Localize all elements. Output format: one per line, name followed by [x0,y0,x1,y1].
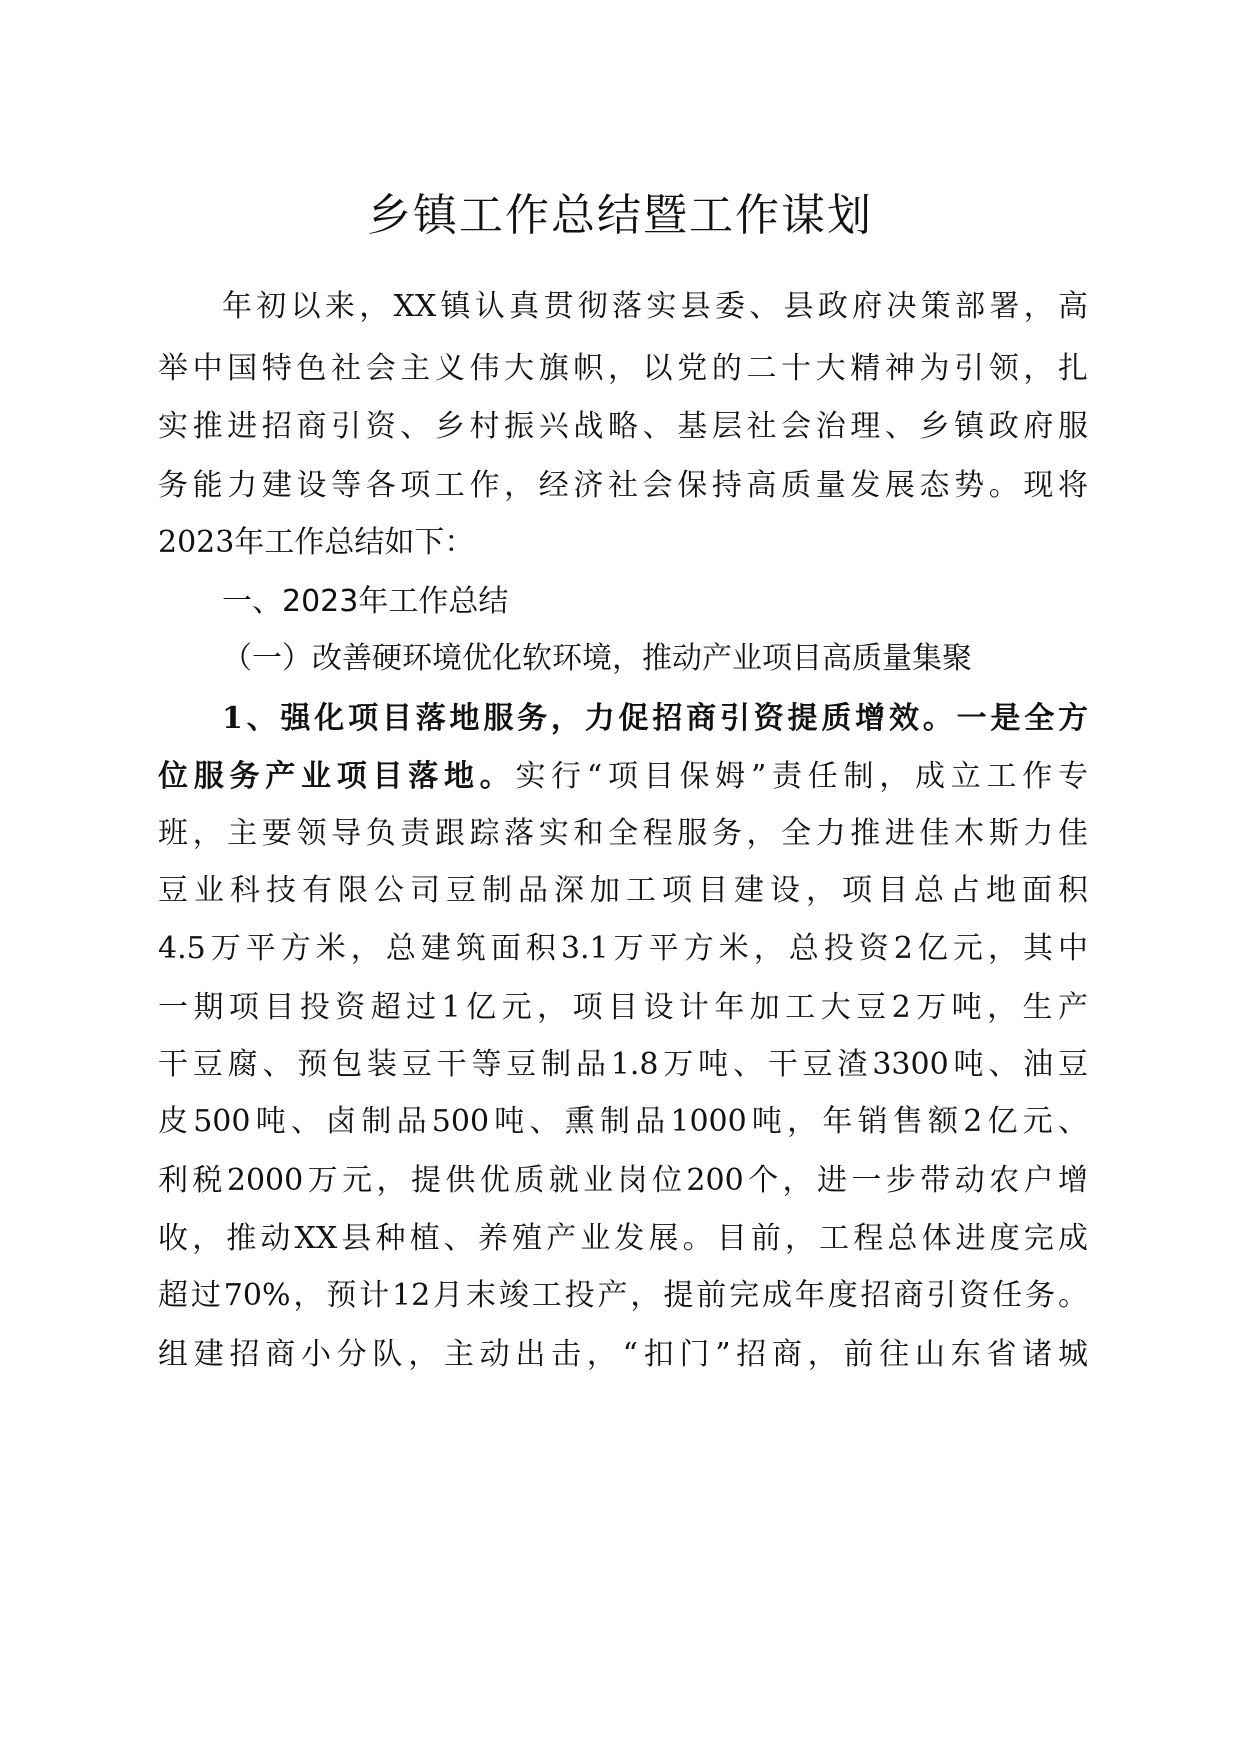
document-title: 乡镇工作总结暨工作谋划 [367,190,873,241]
item-line: 组建招商小分队，主动出击，“扣门”招商，前往山东省诸城 [158,1337,1088,1372]
subsection-heading: （一）改善硬环境优化软环境，推动产业项目高质量集聚 [222,641,972,676]
intro-line: 举中国特色社会主义伟大旗帜，以党的二十大精神为引领，扎 [158,351,1088,386]
item-line: 皮500吨、卤制品500吨、熏制品1000吨，年销售额2亿元、 [158,1104,1088,1139]
item-line: 干豆腐、预包装豆干等豆制品1.8万吨、干豆渣3300吨、油豆 [158,1047,1088,1082]
item-line: 豆业科技有限公司豆制品深加工项目建设，项目总占地面积 [158,873,1088,908]
item-text: 实行“项目保姆”责任制，成立工作专 [515,759,1088,794]
section-heading: 一、2023年工作总结 [222,584,509,619]
item-heading-line: 1、强化项目落地服务，力促招商引资提质增效。一是全方 [222,701,1088,736]
intro-line: 实推进招商引资、乡村振兴战略、基层社会治理、乡镇政府服 [158,409,1088,444]
item-line [158,746,1088,808]
intro-line: 年初以来，XX镇认真贯彻落实县委、县政府决策部署，高 [222,289,1088,324]
item-line: 超过70%，预计12月末竣工投产，提前完成年度招商引资任务。 [158,1278,1088,1313]
item-heading-continuation: 位服务产业项目落地。 [158,759,516,794]
item-line: 一期项目投资超过1亿元，项目设计年加工大豆2万吨，生产 [158,990,1088,1025]
item-line: 班，主要领导负责跟踪落实和全程服务，全力推进佳木斯力佳 [158,816,1088,851]
item-line: 利税2000万元，提供优质就业岗位200个，进一步带动农户增 [158,1163,1088,1198]
intro-line: 2023年工作总结如下： [158,525,475,560]
intro-line: 务能力建设等各项工作，经济社会保持高质量发展态势。现将 [158,468,1088,503]
item-line: 4.5万平方米，总建筑面积3.1万平方米，总投资2亿元，其中 [158,931,1088,966]
item-line: 收，推动XX县种植、养殖产业发展。目前，工程总体进度完成 [158,1221,1088,1256]
